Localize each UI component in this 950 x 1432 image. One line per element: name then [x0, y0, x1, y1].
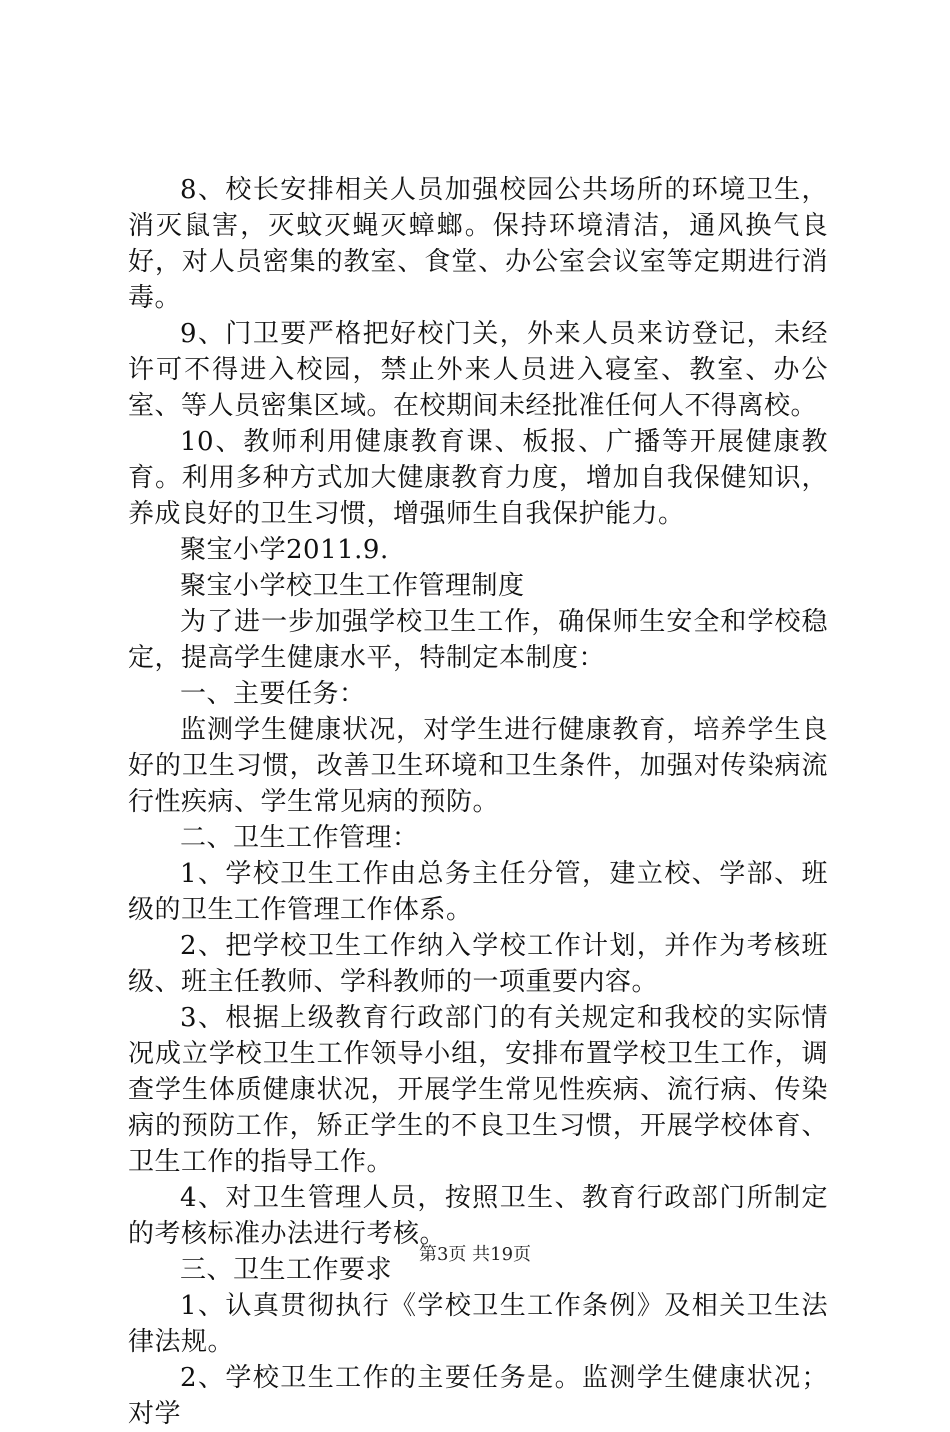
management-item-2: 2、把学校卫生工作纳入学校工作计划，并作为考核班级、班主任教师、学科教师的一项重要内容。: [128, 931, 828, 997]
paragraph-item-10: 10、教师利用健康教育课、板报、广播等开展健康教育。利用多种方式加大健康教育力度，增加自我保健知识，养成良好的卫生习惯，增强师生自我保护能力。: [128, 427, 828, 529]
intro-paragraph: 为了进一步加强学校卫生工作，确保师生安全和学校稳定，提高学生健康水平，特制定本制度：: [128, 607, 828, 673]
document-body: [128, 172, 828, 1432]
paragraph-item-8: 8、校长安排相关人员加强校园公共场所的环境卫生，消灭鼠害，灭蚊灭蝇灭蟑螂。保持环境清洁，通风换气良好，对人员密集的教室、食堂、办公室会议室等定期进行消毒。: [128, 175, 828, 313]
section-heading-requirements: 三、卫生工作要求: [180, 1255, 393, 1285]
section-heading-main-tasks: 一、主要任务：: [180, 679, 366, 709]
signature-date: 聚宝小学2011.9.: [180, 535, 389, 565]
document-title: 聚宝小学校卫生工作管理制度: [180, 571, 525, 601]
paragraph-item-9: 9、门卫要严格把好校门关，外来人员来访登记，未经许可不得进入校园，禁止外来人员进入寝室、教室、办公室、等人员密集区域。在校期间未经批准任何人不得离校。: [128, 319, 828, 421]
page-footer: [0, 1244, 950, 1266]
requirements-item-2: 2、学校卫生工作的主要任务是。监测学生健康状况；对学: [128, 1363, 828, 1429]
section-heading-management: 二、卫生工作管理：: [180, 823, 419, 853]
management-item-4: 4、对卫生管理人员，按照卫生、教育行政部门所制定的考核标准办法进行考核。: [128, 1183, 828, 1249]
page-number-label: 第3页 共19页: [418, 1244, 532, 1265]
requirements-item-1: 1、认真贯彻执行《学校卫生工作条例》及相关卫生法律法规。: [128, 1291, 828, 1357]
main-tasks-paragraph: 监测学生健康状况，对学生进行健康教育，培养学生良好的卫生习惯，改善卫生环境和卫生条件，加强对传染病流行性疾病、学生常见病的预防。: [128, 715, 828, 817]
management-item-3: 3、根据上级教育行政部门的有关规定和我校的实际情况成立学校卫生工作领导小组，安排布置学校卫生工作，调查学生体质健康状况，开展学生常见性疾病、流行病、传染病的预防工作，矫正学生的不良卫生习惯，开展学校体育、卫生工作的指导工作。: [128, 1003, 828, 1177]
management-item-1: 1、学校卫生工作由总务主任分管，建立校、学部、班级的卫生工作管理工作体系。: [128, 859, 828, 925]
